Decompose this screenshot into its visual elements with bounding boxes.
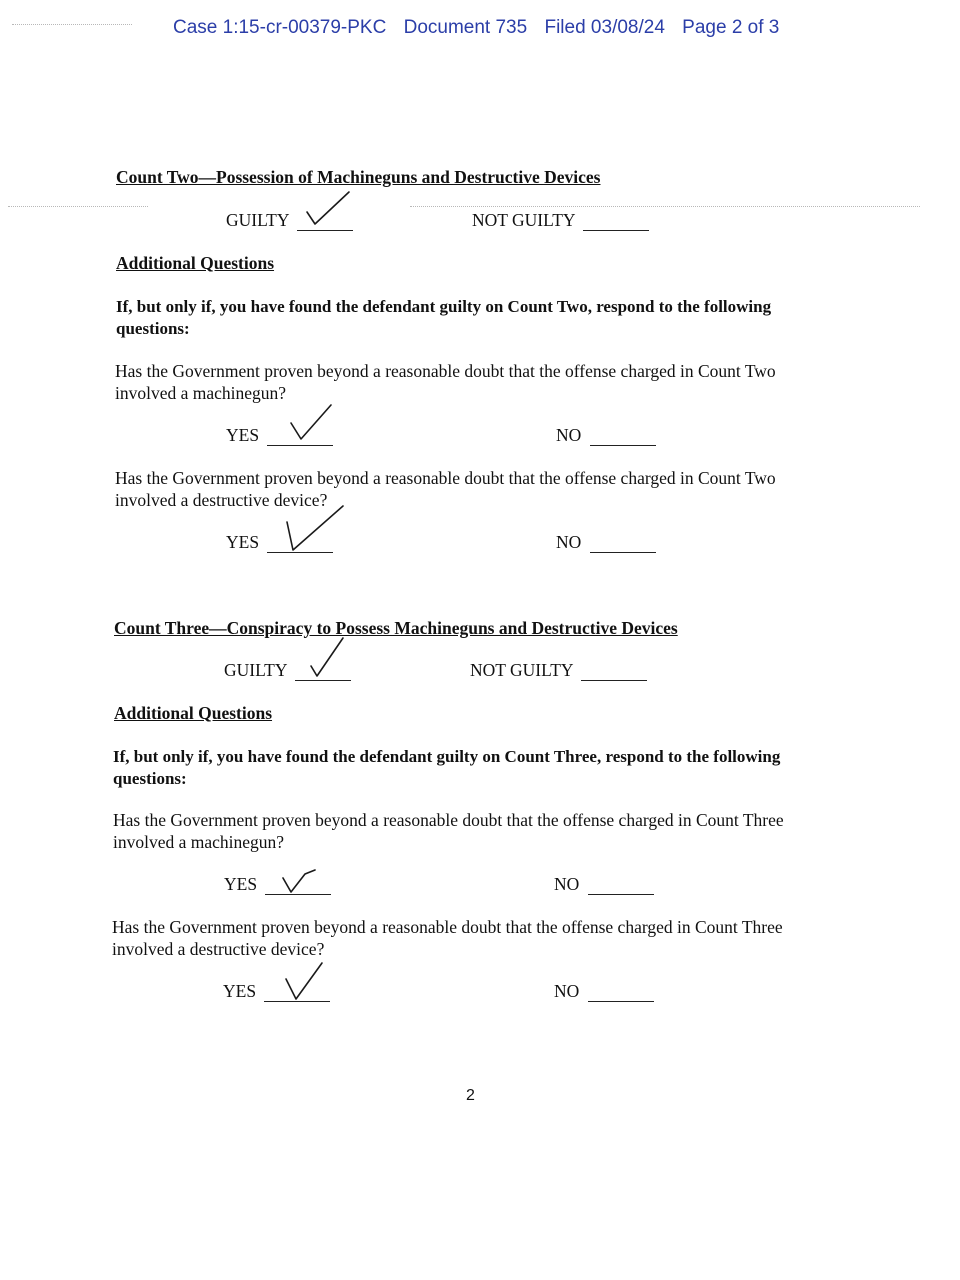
not-guilty-blank xyxy=(583,212,649,231)
no-label: NO xyxy=(556,425,582,445)
check-icon xyxy=(271,510,323,554)
count-three-not-guilty-option xyxy=(470,660,647,681)
guilty-blank xyxy=(297,212,353,231)
count-two-guilty-option xyxy=(226,210,353,231)
count-three-question-destructive-device: Has the Government proven beyond a reasonable doubt that the offense charged in Count Three involved a destructive device? xyxy=(112,917,783,959)
check-icon xyxy=(269,852,321,896)
count-two-not-guilty-option xyxy=(472,210,649,231)
page-number: 2 xyxy=(466,1087,475,1104)
case-header xyxy=(173,17,791,39)
check-icon xyxy=(271,403,323,447)
yes-blank xyxy=(267,427,333,446)
filed-date: Filed 03/08/24 xyxy=(544,17,665,38)
yes-label: YES xyxy=(226,425,260,445)
yes-blank xyxy=(265,876,331,895)
count-three-instruction: If, but only if, you have found the defendant guilty on Count Three, respond to the following questions: xyxy=(113,747,781,788)
not-guilty-label: NOT GUILTY xyxy=(472,210,575,230)
guilty-label: GUILTY xyxy=(226,210,289,230)
count-two-heading: Count Two—Possession of Machineguns and Destructive Devices xyxy=(116,167,601,187)
count-two-additional-heading: Additional Questions xyxy=(116,253,275,273)
case-number: Case 1:15-cr-00379-PKC xyxy=(173,17,387,38)
no-label: NO xyxy=(554,981,580,1001)
guilty-label: GUILTY xyxy=(224,660,287,680)
count-two-q1-no-option xyxy=(556,425,656,446)
yes-label: YES xyxy=(223,981,257,1001)
no-label: NO xyxy=(556,532,582,552)
check-icon xyxy=(301,188,353,232)
yes-label: YES xyxy=(224,874,258,894)
yes-blank xyxy=(264,983,330,1002)
no-blank xyxy=(590,427,656,446)
scan-artifact-line xyxy=(8,206,148,207)
count-three-q1-yes-option xyxy=(224,874,331,895)
not-guilty-blank xyxy=(581,662,647,681)
yes-blank xyxy=(267,534,333,553)
count-three-additional-heading: Additional Questions xyxy=(114,703,273,723)
document-number: Document 735 xyxy=(403,17,528,38)
count-two-question-machinegun: Has the Government proven beyond a reasonable doubt that the offense charged in Count Two involved a machinegun? xyxy=(115,361,776,403)
count-three-heading: Count Three—Conspiracy to Possess Machineguns and Destructive Devices xyxy=(114,618,678,638)
no-label: NO xyxy=(554,874,580,894)
yes-label: YES xyxy=(226,532,260,552)
scan-artifact-line xyxy=(12,24,132,25)
check-icon xyxy=(299,638,351,682)
count-two-q2-no-option xyxy=(556,532,656,553)
check-icon xyxy=(268,959,320,1003)
not-guilty-label: NOT GUILTY xyxy=(470,660,573,680)
count-two-q2-yes-option xyxy=(226,532,333,553)
count-two-question-destructive-device: Has the Government proven beyond a reasonable doubt that the offense charged in Count Two involved a destructive device? xyxy=(115,468,776,510)
no-blank xyxy=(588,983,654,1002)
scan-artifact-line xyxy=(410,206,920,207)
count-three-question-machinegun: Has the Government proven beyond a reasonable doubt that the offense charged in Count Three involved a machinegun? xyxy=(113,810,784,852)
page-indicator: Page 2 of 3 xyxy=(682,17,780,38)
guilty-blank xyxy=(295,662,351,681)
count-two-instruction: If, but only if, you have found the defendant guilty on Count Two, respond to the following questions: xyxy=(116,297,772,338)
no-blank xyxy=(588,876,654,895)
count-two-q1-yes-option xyxy=(226,425,333,446)
count-three-q2-yes-option xyxy=(223,981,330,1002)
count-three-q1-no-option xyxy=(554,874,654,895)
count-three-guilty-option xyxy=(224,660,351,681)
no-blank xyxy=(590,534,656,553)
count-three-q2-no-option xyxy=(554,981,654,1002)
